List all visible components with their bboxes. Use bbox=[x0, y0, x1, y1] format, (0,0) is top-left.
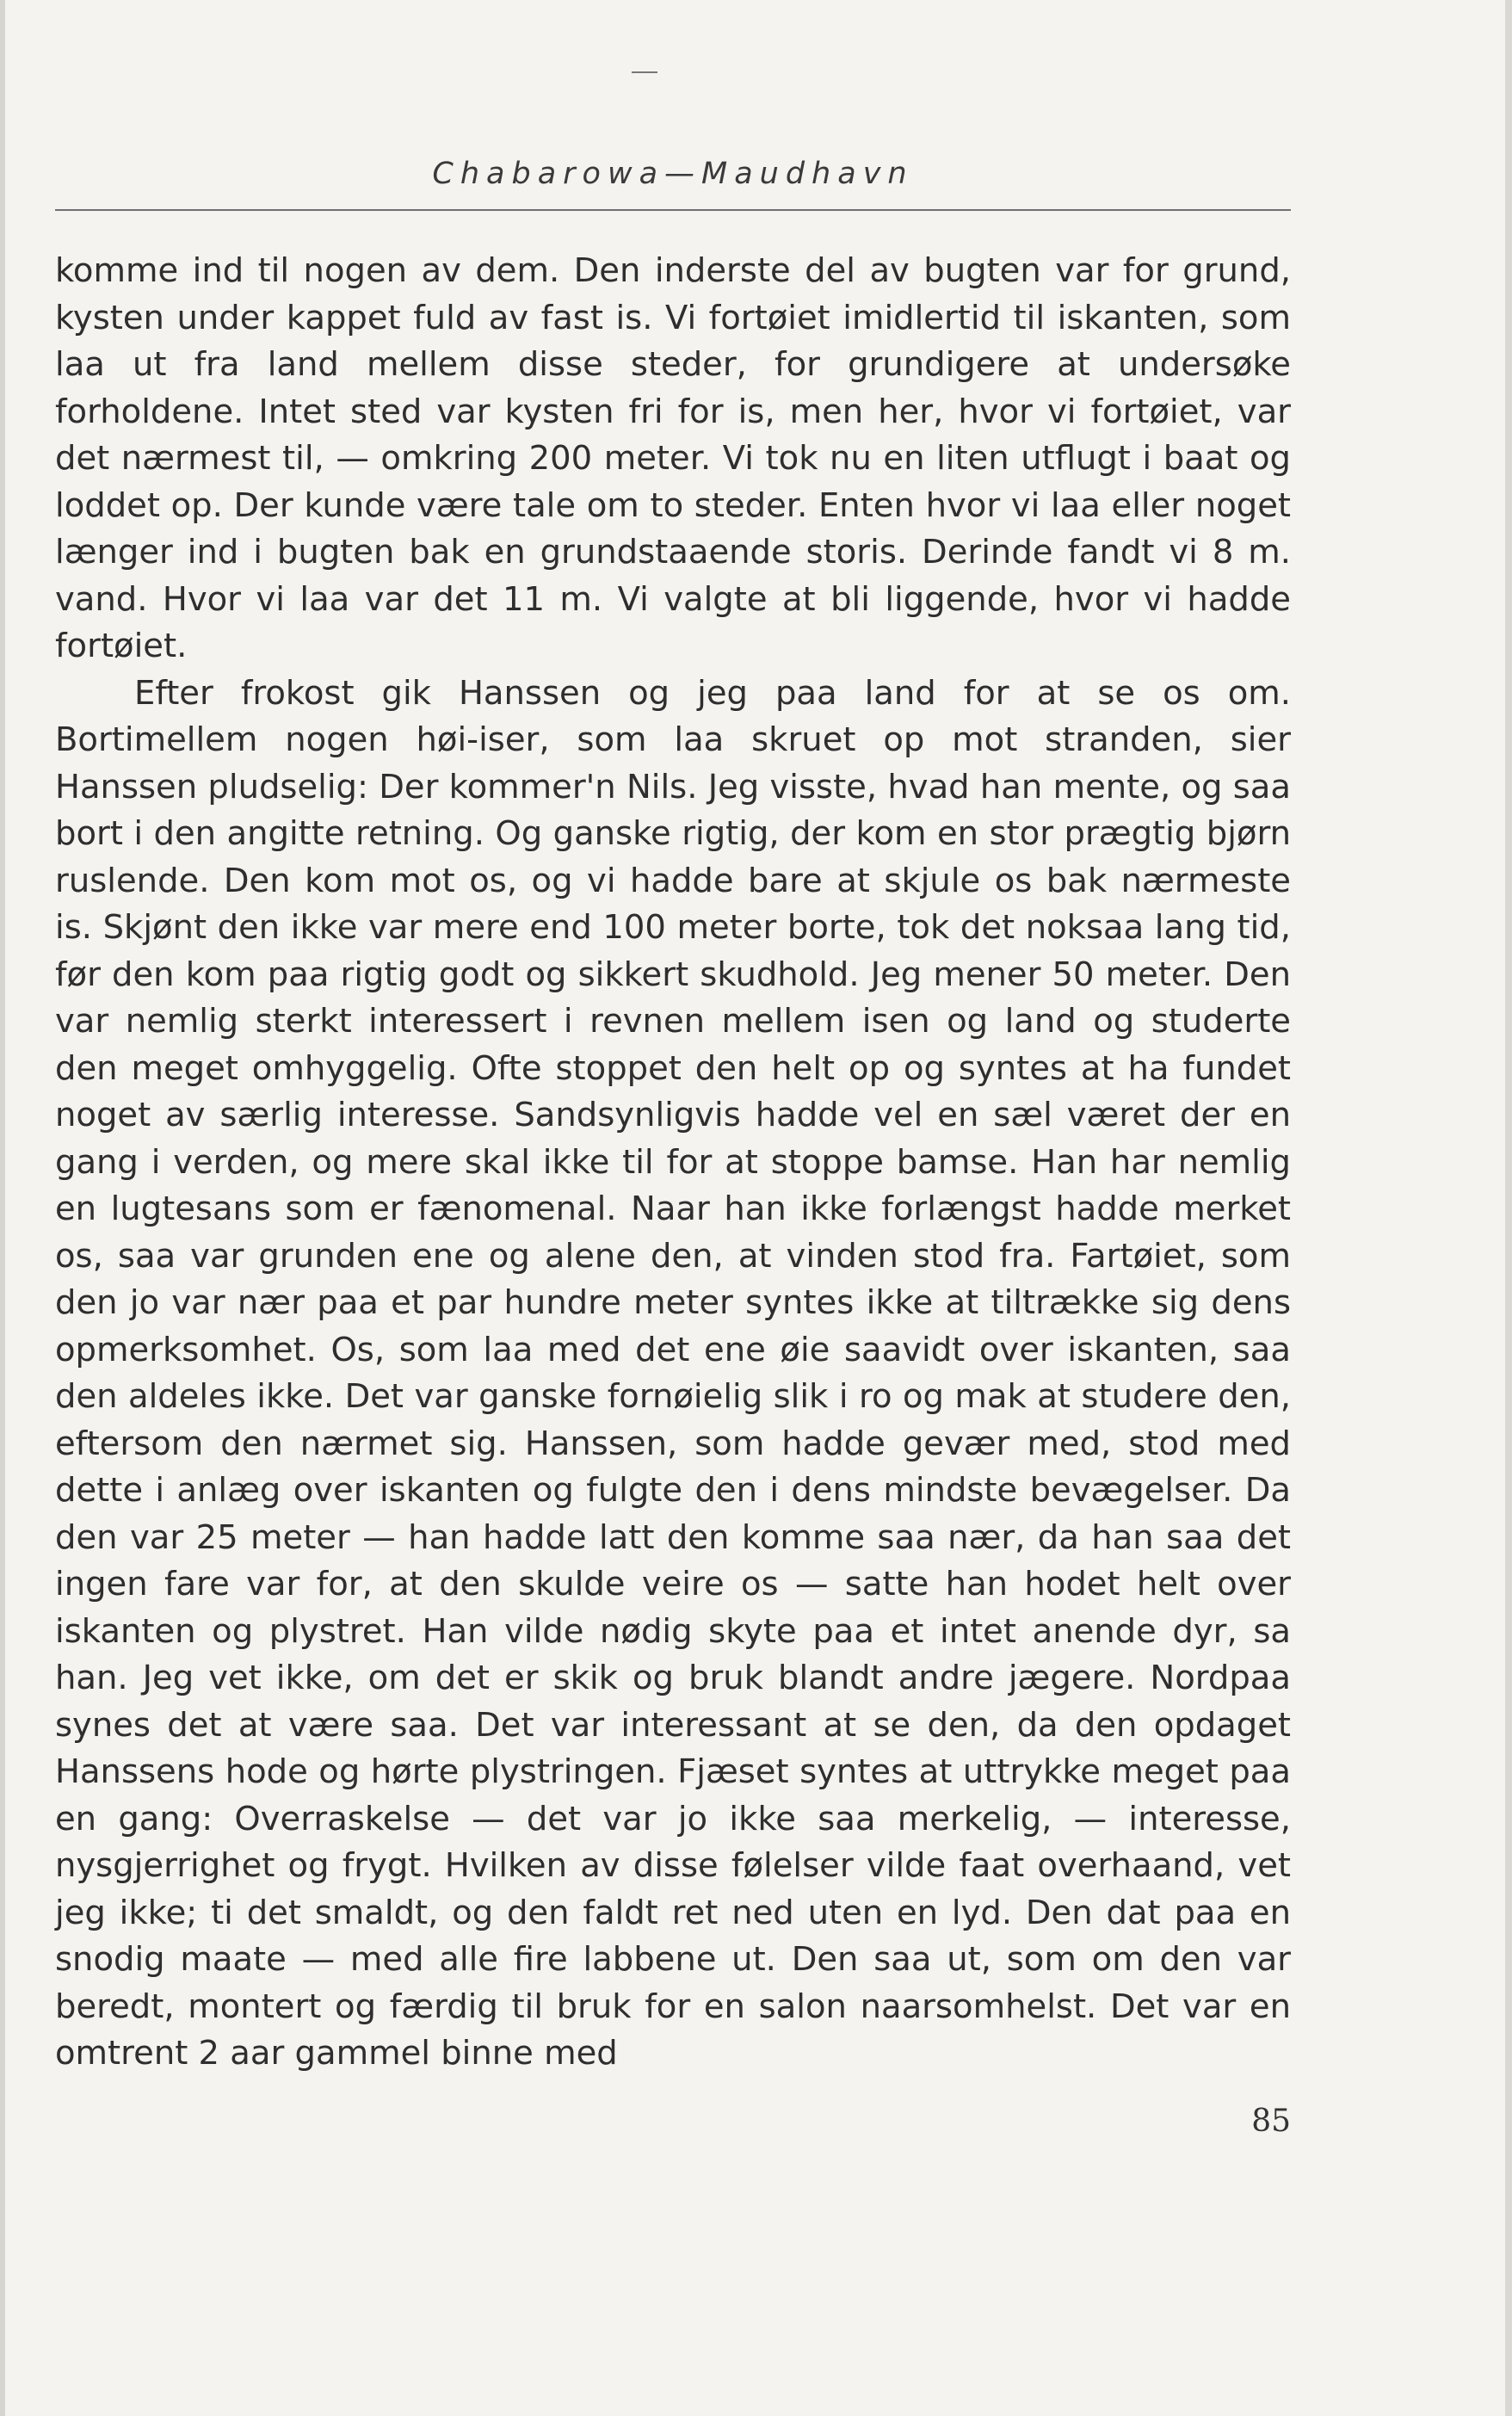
paragraph-continuation: komme ind til nogen av dem. Den inderste del av bugten var for grund, kysten under kappet fuld av fast is. Vi fortøiet imidlertid til iskanten, som laa ut fra land mellem disse steder, for grundigere at undersøke forholdene. Intet sted var kysten fri for is, men her, hvor vi fortøiet, var det nærmest til, — omkring 200 meter. Vi tok nu en liten utflugt i baat og loddet op. Der kunde være tale om to steder. Enten hvor vi laa eller noget længer ind i bugten bak en grundstaaende storis. Derinde fandt vi 8 m. vand. Hvor vi laa var det 11 m. Vi valgte at bli liggende, hvor vi hadde fortøiet. bbox=[55, 251, 1291, 665]
scan-speck bbox=[632, 71, 657, 73]
body-text bbox=[55, 248, 1291, 2078]
header-rule bbox=[55, 209, 1291, 211]
paragraph: Efter frokost gik Hanssen og jeg paa land for at se os om. Bortimellem nogen høi-iser, som laa skruet op mot stranden, sier Hanssen pludselig: Der kommer'n Nils. Jeg visste, hvad han mente, og saa bort i den angitte retning. Og ganske rigtig, der kom en stor prægtig bjørn ruslende. Den kom mot os, og vi hadde bare at skjule os bak nærmeste is. Skjønt den ikke var mere end 100 meter borte, tok det noksaa lang tid, før den kom paa rigtig godt og sikkert skudhold. Jeg mener 50 meter. Den var nemlig sterkt interessert i revnen mellem isen og land og studerte den meget omhyggelig. Ofte stoppet den helt op og syntes at ha fundet noget av særlig interesse. Sandsynligvis hadde vel en sæl været der en gang i verden, og mere skal ikke til for at stoppe bamse. Han har nemlig en lugtesans som er fænomenal. Naar han ikke forlængst hadde merket os, saa var grunden ene og alene den, at vinden stod fra. Fartøiet, som den jo var nær paa et par hundre meter syntes ikke at tiltrække sig dens opmerksomhet. Os, som laa med det ene øie saavidt over iskanten, saa den aldeles ikke. Det var ganske fornøielig slik i ro og mak at studere den, eftersom den nærmet sig. Hanssen, som hadde gevær med, stod med dette i anlæg over iskanten og fulgte den i dens mindste bevægelser. Da den var 25 meter — han hadde latt den komme saa nær, da han saa det ingen fare var for, at den skulde veire os — satte han hodet helt over iskanten og plystret. Han vilde nødig skyte paa et intet anende dyr, sa han. Jeg vet ikke, om det er skik og bruk blandt andre jægere. Nordpaa synes det at være saa. Det var interessant at se den, da den opdaget Hanssens hode og hørte plystringen. Fjæset syntes at uttrykke meget paa en gang: Overraskelse — det var jo ikke saa merkelig, — interesse, nysgjerrighet og frygt. Hvilken av disse følelser vilde faat overhaand, vet jeg ikke; ti det smaldt, og den faldt ret ned uten en lyd. Den dat paa en snodig maate — med alle fire labbene ut. Den saa ut, som om den var beredt, montert og færdig til bruk for en salon naarsomhelst. Det var en omtrent 2 aar gammel binne med bbox=[55, 673, 1291, 2073]
scan-left-edge bbox=[0, 0, 5, 2416]
page-number: 85 bbox=[1251, 2104, 1291, 2139]
scan-right-edge bbox=[1505, 0, 1512, 2416]
running-head: Chabarowa—Maudhavn bbox=[432, 157, 914, 191]
